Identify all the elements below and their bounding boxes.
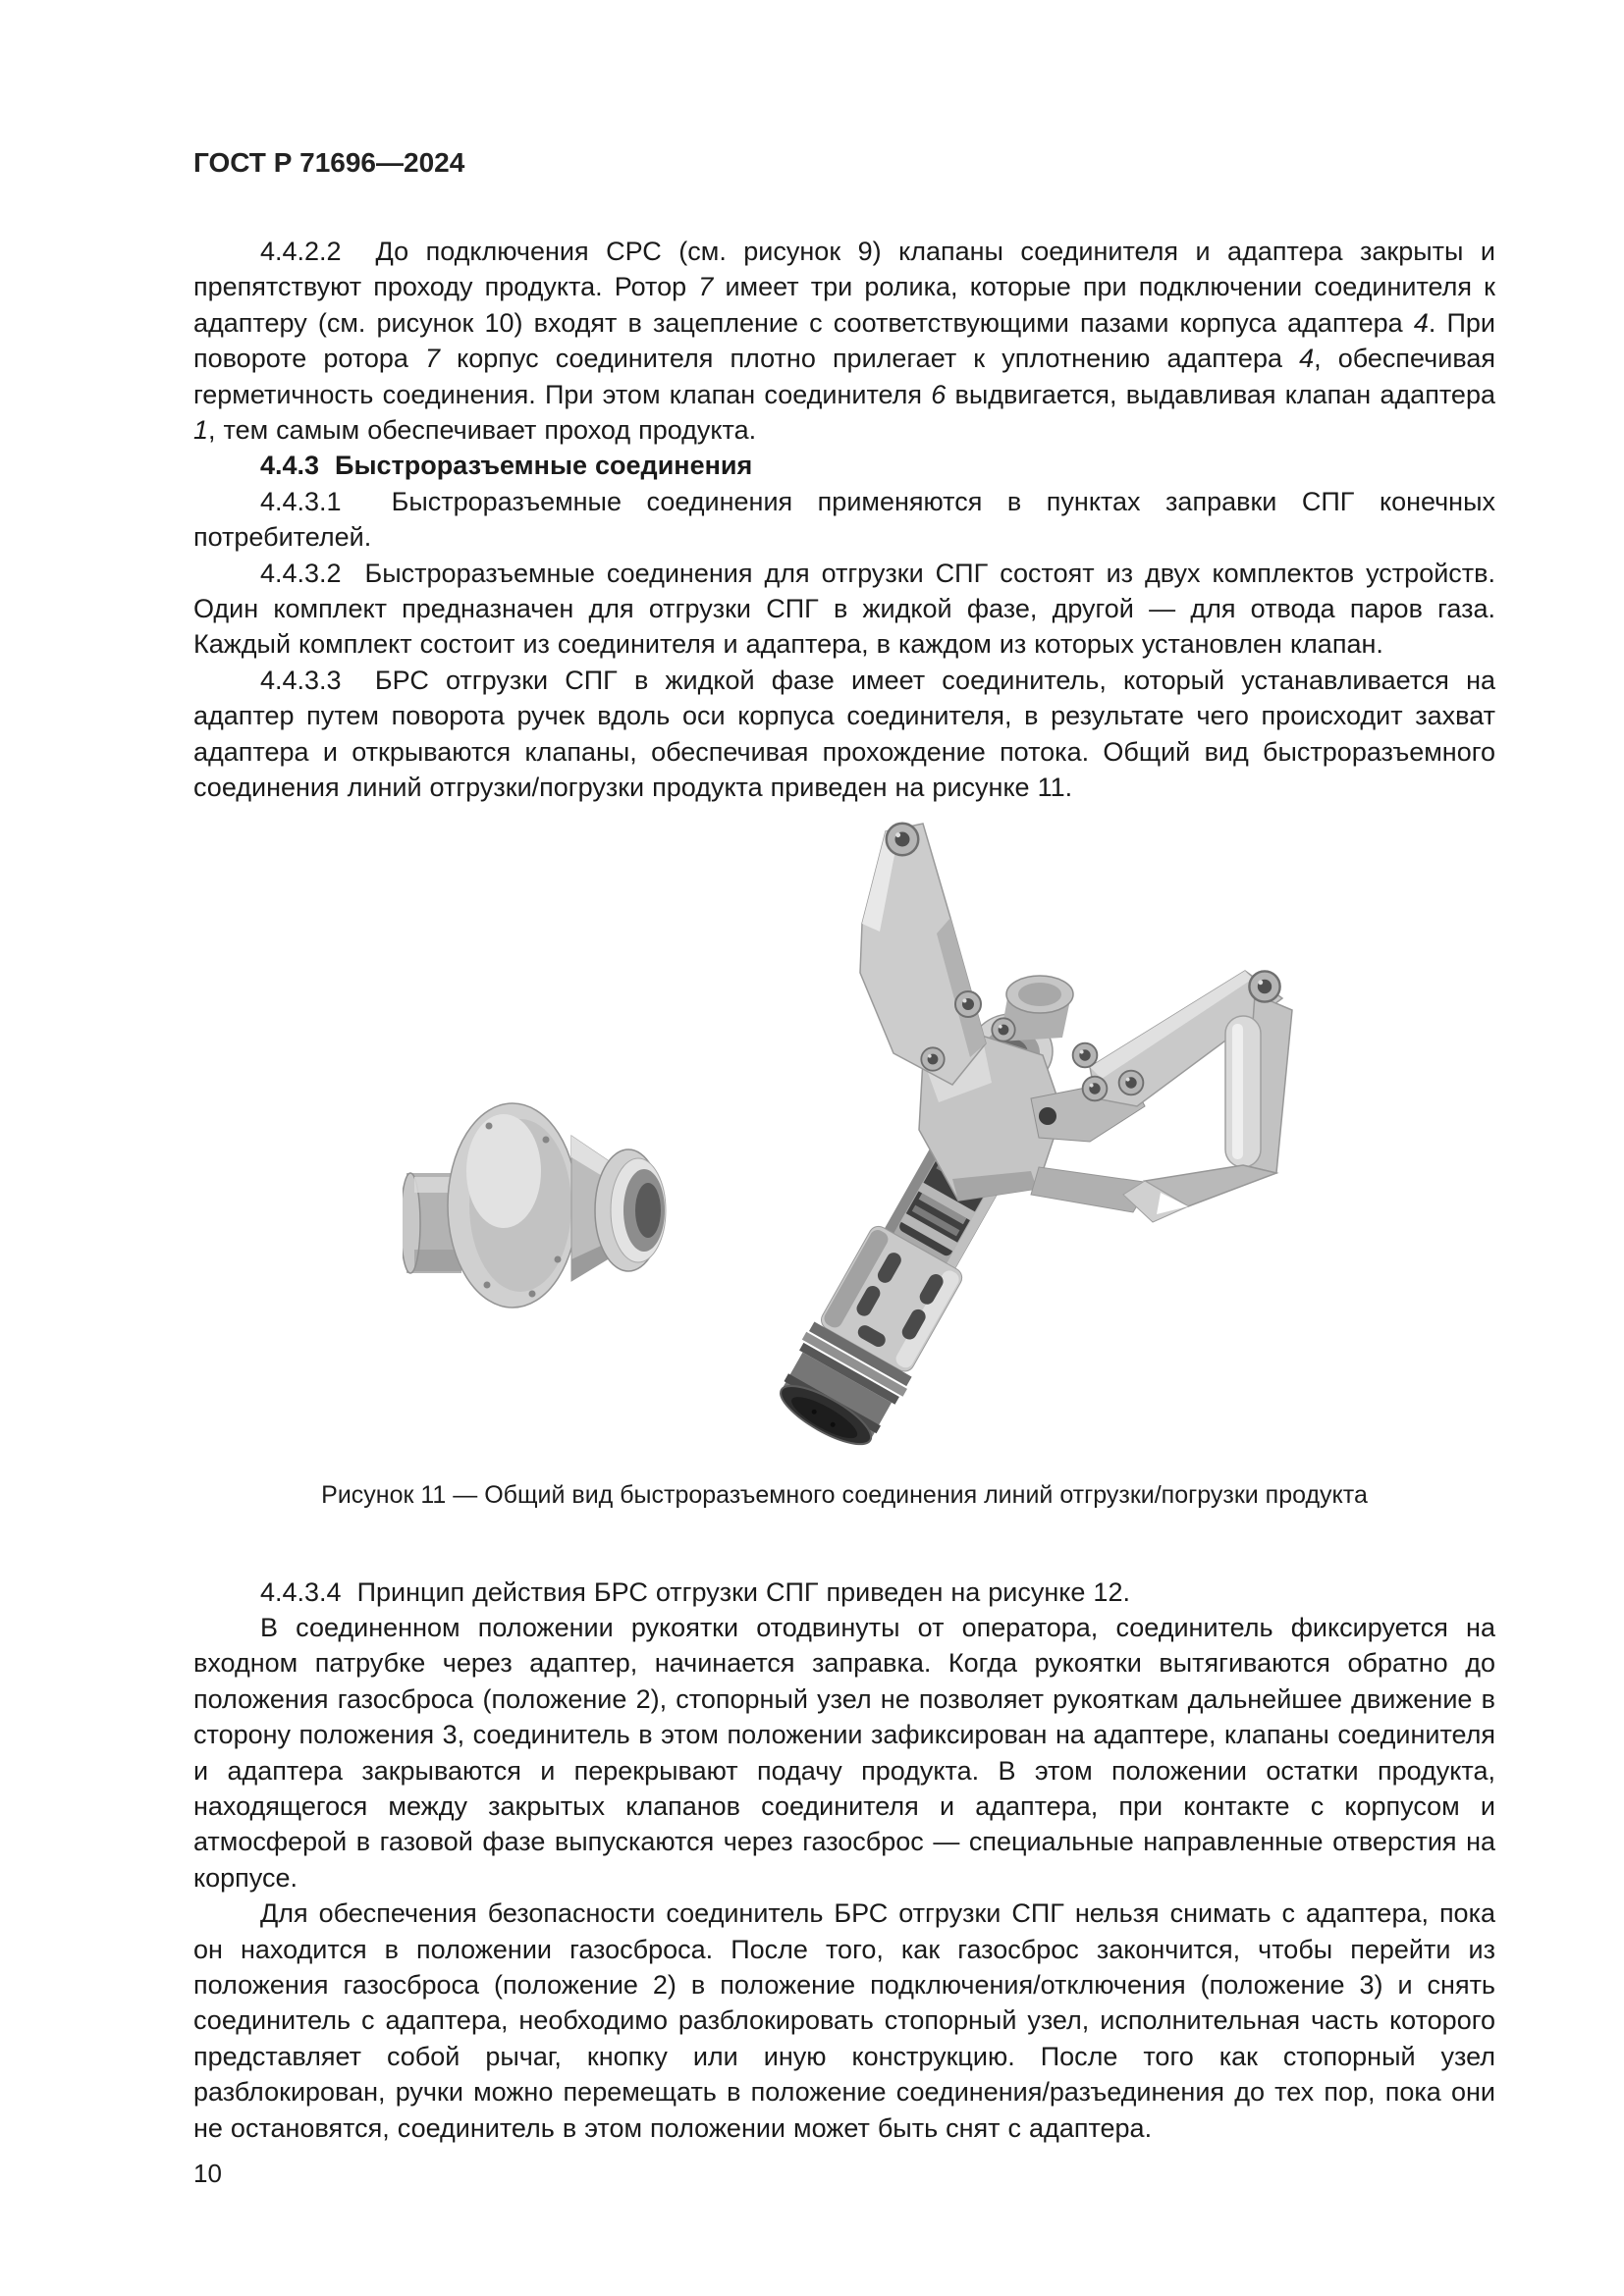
text-run: 4.4.3.3 БРС отгрузки СПГ в жидкой фазе имеет соединитель, который устанавливается на адаптер путем поворота ручек вдоль оси корпуса соединителя, в результате чего происходит захват адаптера и открываются клапаны, обеспечивая прохождение потока. Общий вид быстроразъемного соединения линий отгрузки/погрузки продукта приведен на рисунке 11. bbox=[193, 665, 1495, 803]
standard-code: ГОСТ Р 71696—2024 bbox=[193, 147, 465, 178]
text-run: корпус соединителя плотно прилегает к уплотнению адаптера bbox=[440, 344, 1300, 374]
adapter-illustration bbox=[403, 1103, 666, 1308]
text-run: , тем самым обеспечивает проход продукта. bbox=[208, 415, 757, 446]
part-number-reference: 1 bbox=[193, 415, 209, 446]
paragraph bbox=[193, 1610, 1495, 1896]
paragraph bbox=[193, 663, 1495, 806]
figure-caption: Рисунок 11 — Общий вид быстроразъемного соединения линий отгрузки/погрузки продукта bbox=[321, 1480, 1368, 1509]
part-number-reference: 6 bbox=[931, 379, 947, 409]
paragraph bbox=[193, 484, 1495, 556]
quick-disconnect-coupling-photo bbox=[403, 806, 1414, 1478]
paragraph bbox=[193, 1575, 1495, 1610]
paragraph bbox=[193, 1896, 1495, 2146]
body-text-block-1 bbox=[193, 234, 1495, 806]
body-text-block-2 bbox=[193, 1575, 1495, 2147]
paragraph bbox=[193, 234, 1495, 448]
text-run: 4.4.3.2 Быстроразъемные соединения для отгрузки СПГ состоят из двух комплектов устройств. Один комплект предназначен для отгрузки СПГ в жидкой фазе, другой — для отвода паров газа. Каждый комплект состоит из соединителя и адаптера, в каждом из которых установлен клапан. bbox=[193, 558, 1495, 660]
text-run: 4.4.2.2 До подключения СРС (см. рисунок 9) клапаны соединителя и адаптера закрыты и препятствуют проходу продукта. Ротор bbox=[193, 237, 1495, 302]
page-number: 10 bbox=[193, 2159, 222, 2188]
left-handle-arm bbox=[860, 824, 986, 1085]
text-run: имеет три ролика, которые при подключении соединителя к адаптеру (см. рисунок 10) входят в зацепление с соответствующими пазами корпуса адаптера bbox=[193, 272, 1495, 338]
part-number-reference: 4 bbox=[1413, 307, 1429, 338]
text-run: 4.4.3.1 Быстроразъемные соединения применяются в пунктах заправки СПГ конечных потребителей. bbox=[193, 486, 1495, 553]
text-run: . При повороте ротора bbox=[193, 307, 1495, 374]
text-run: , обеспечивая герметичность соединения. При этом клапан соединителя bbox=[193, 344, 1495, 409]
part-number-reference: 7 bbox=[698, 272, 714, 302]
text-run: 4.4.3.4 Принцип действия БРС отгрузки СПГ приведен на рисунке 12. bbox=[260, 1576, 1130, 1607]
clause-heading bbox=[193, 448, 1495, 483]
figure-11 bbox=[193, 806, 1495, 1512]
text-run: 4.4.3 Быстроразъемные соединения bbox=[260, 451, 753, 481]
running-header bbox=[193, 147, 1495, 179]
text-run: В соединенном положении рукоятки отодвинуты от оператора, соединитель фиксируется на входном патрубке через адаптер, начинается заправка. Когда рукоятки вытягиваются обратно до положения газосброса (положение 2), стопорный узел не позволяет рукояткам дальнейшее движение в сторону положения 3, соединитель в этом положении зафиксирован на адаптере, клапаны соединителя и адаптера закрываются и перекрывают подачу продукта. В этом положении остатки продукта, находящегося между закрытых клапанов соединителя и адаптера, при контакте с корпусом и атмосферой в газовой фазе выпускаются через газосброс — специальные направленные отверстия на корпусе. bbox=[193, 1612, 1495, 1893]
coupler-illustration bbox=[767, 823, 1292, 1458]
part-number-reference: 4 bbox=[1299, 344, 1315, 374]
page-content bbox=[193, 147, 1495, 2189]
text-run: Для обеспечения безопасности соединитель БРС отгрузки СПГ нельзя снимать с адаптера, пока он находится в положении газосброса. После того, как газосброс закончится, чтобы перейти из положения газосброса (положение 2) в положение подключения/отключения (положение 3) и снять соединитель с адаптера, необходимо разблокировать стопорный узел, исполнительная часть которого представляет собой рычаг, кнопку или иную конструкцию. После того как стопорный узел разблокирован, ручки можно перемещать в положение соединения/разъединения до тех пор, пока они не остановятся, соединитель в этом положении может быть снят с адаптера. bbox=[193, 1898, 1495, 2143]
part-number-reference: 7 bbox=[424, 344, 441, 374]
text-run: выдвигается, выдавливая клапан адаптера bbox=[946, 379, 1495, 409]
paragraph bbox=[193, 556, 1495, 663]
